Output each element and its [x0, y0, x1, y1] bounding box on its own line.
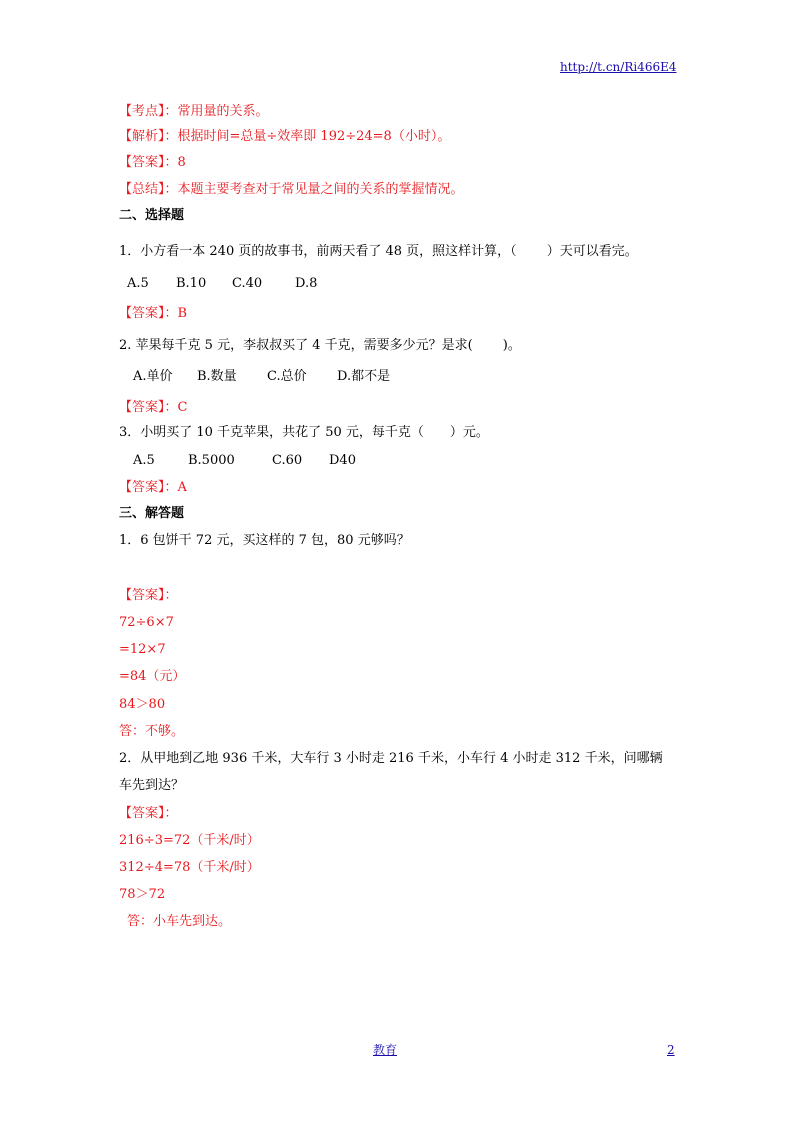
option-a: A.单价 — [133, 369, 173, 384]
question-2-3-text: 3．小明买了 10 千克苹果，共花了 50 元，每千克（ ）元。 — [119, 425, 489, 440]
question-3-1-text: 1．6 包饼干 72 元，买这样的 7 包，80 元够吗？ — [119, 533, 410, 548]
option-d: D.8 — [295, 276, 318, 291]
question-2-1-answer: 【答案】：B — [119, 306, 188, 321]
solution-line: =84（元） — [119, 669, 186, 684]
solution-line: 312÷4=78（千米/时） — [119, 860, 260, 875]
solution-line: 84＞80 — [119, 697, 166, 712]
option-a: A.5 — [133, 453, 155, 468]
question-3-1-answer-label: 【答案】： — [119, 588, 178, 603]
option-c: C.40 — [232, 276, 263, 291]
option-d: D.都不是 — [337, 369, 391, 384]
zongjie-line: 【总结】：本题主要考查对于常见量之间的关系的掌握情况。 — [119, 182, 464, 197]
question-2-2-text: 2. 苹果每千克 5 元，李叔叔买了 4 千克，需要多少元？是求( )。 — [119, 338, 521, 353]
solution-conclusion: 答：不够。 — [119, 724, 185, 739]
question-3-2-text-line1: 2．从甲地到乙地 936 千米，大车行 3 小时走 216 千米，小车行 4 小时走 312 千米，问哪辆 — [119, 751, 663, 766]
solution-line: 216÷3=72（千米/时） — [119, 833, 260, 848]
jiexi-line: 【解析】：根据时间=总量÷效率即 192÷24=8（小时）。 — [119, 129, 451, 144]
option-b: B.数量 — [197, 369, 237, 384]
question-3-2-text-line2: 车先到达？ — [119, 778, 185, 793]
question-2-3-answer: 【答案】：A — [119, 480, 187, 495]
option-b: B.5000 — [188, 453, 235, 468]
question-2-2-options — [133, 369, 390, 385]
question-2-2-answer: 【答案】：C — [119, 400, 188, 415]
kaodian-line: 【考点】：常用量的关系。 — [119, 104, 269, 119]
footer-link[interactable]: 教育 — [373, 1043, 398, 1057]
question-2-1-options — [127, 276, 317, 292]
question-2-3-options — [133, 453, 356, 469]
option-c: C.60 — [272, 453, 303, 468]
page-number: 2 — [667, 1043, 675, 1057]
option-d: D40 — [329, 453, 356, 468]
question-2-1-text: 1．小方看一本 240 页的故事书，前两天看了 48 页，照这样计算，（ ）天可以看完。 — [119, 244, 638, 259]
answer-line-part1: 【答案】：8 — [119, 155, 186, 170]
solution-conclusion: 答：小车先到达。 — [127, 914, 232, 929]
header-url-link[interactable]: http://t.cn/Ri466E4 — [560, 60, 677, 74]
section-title-solve: 三、解答题 — [119, 506, 185, 521]
option-c: C.总价 — [267, 369, 307, 384]
option-b: B.10 — [176, 276, 207, 291]
option-a: A.5 — [127, 276, 149, 291]
question-3-2-answer-label: 【答案】： — [119, 806, 178, 821]
section-title-choice: 二、选择题 — [119, 208, 185, 223]
solution-line: =12×7 — [119, 642, 166, 657]
solution-line: 78＞72 — [119, 887, 166, 902]
solution-line: 72÷6×7 — [119, 615, 174, 630]
